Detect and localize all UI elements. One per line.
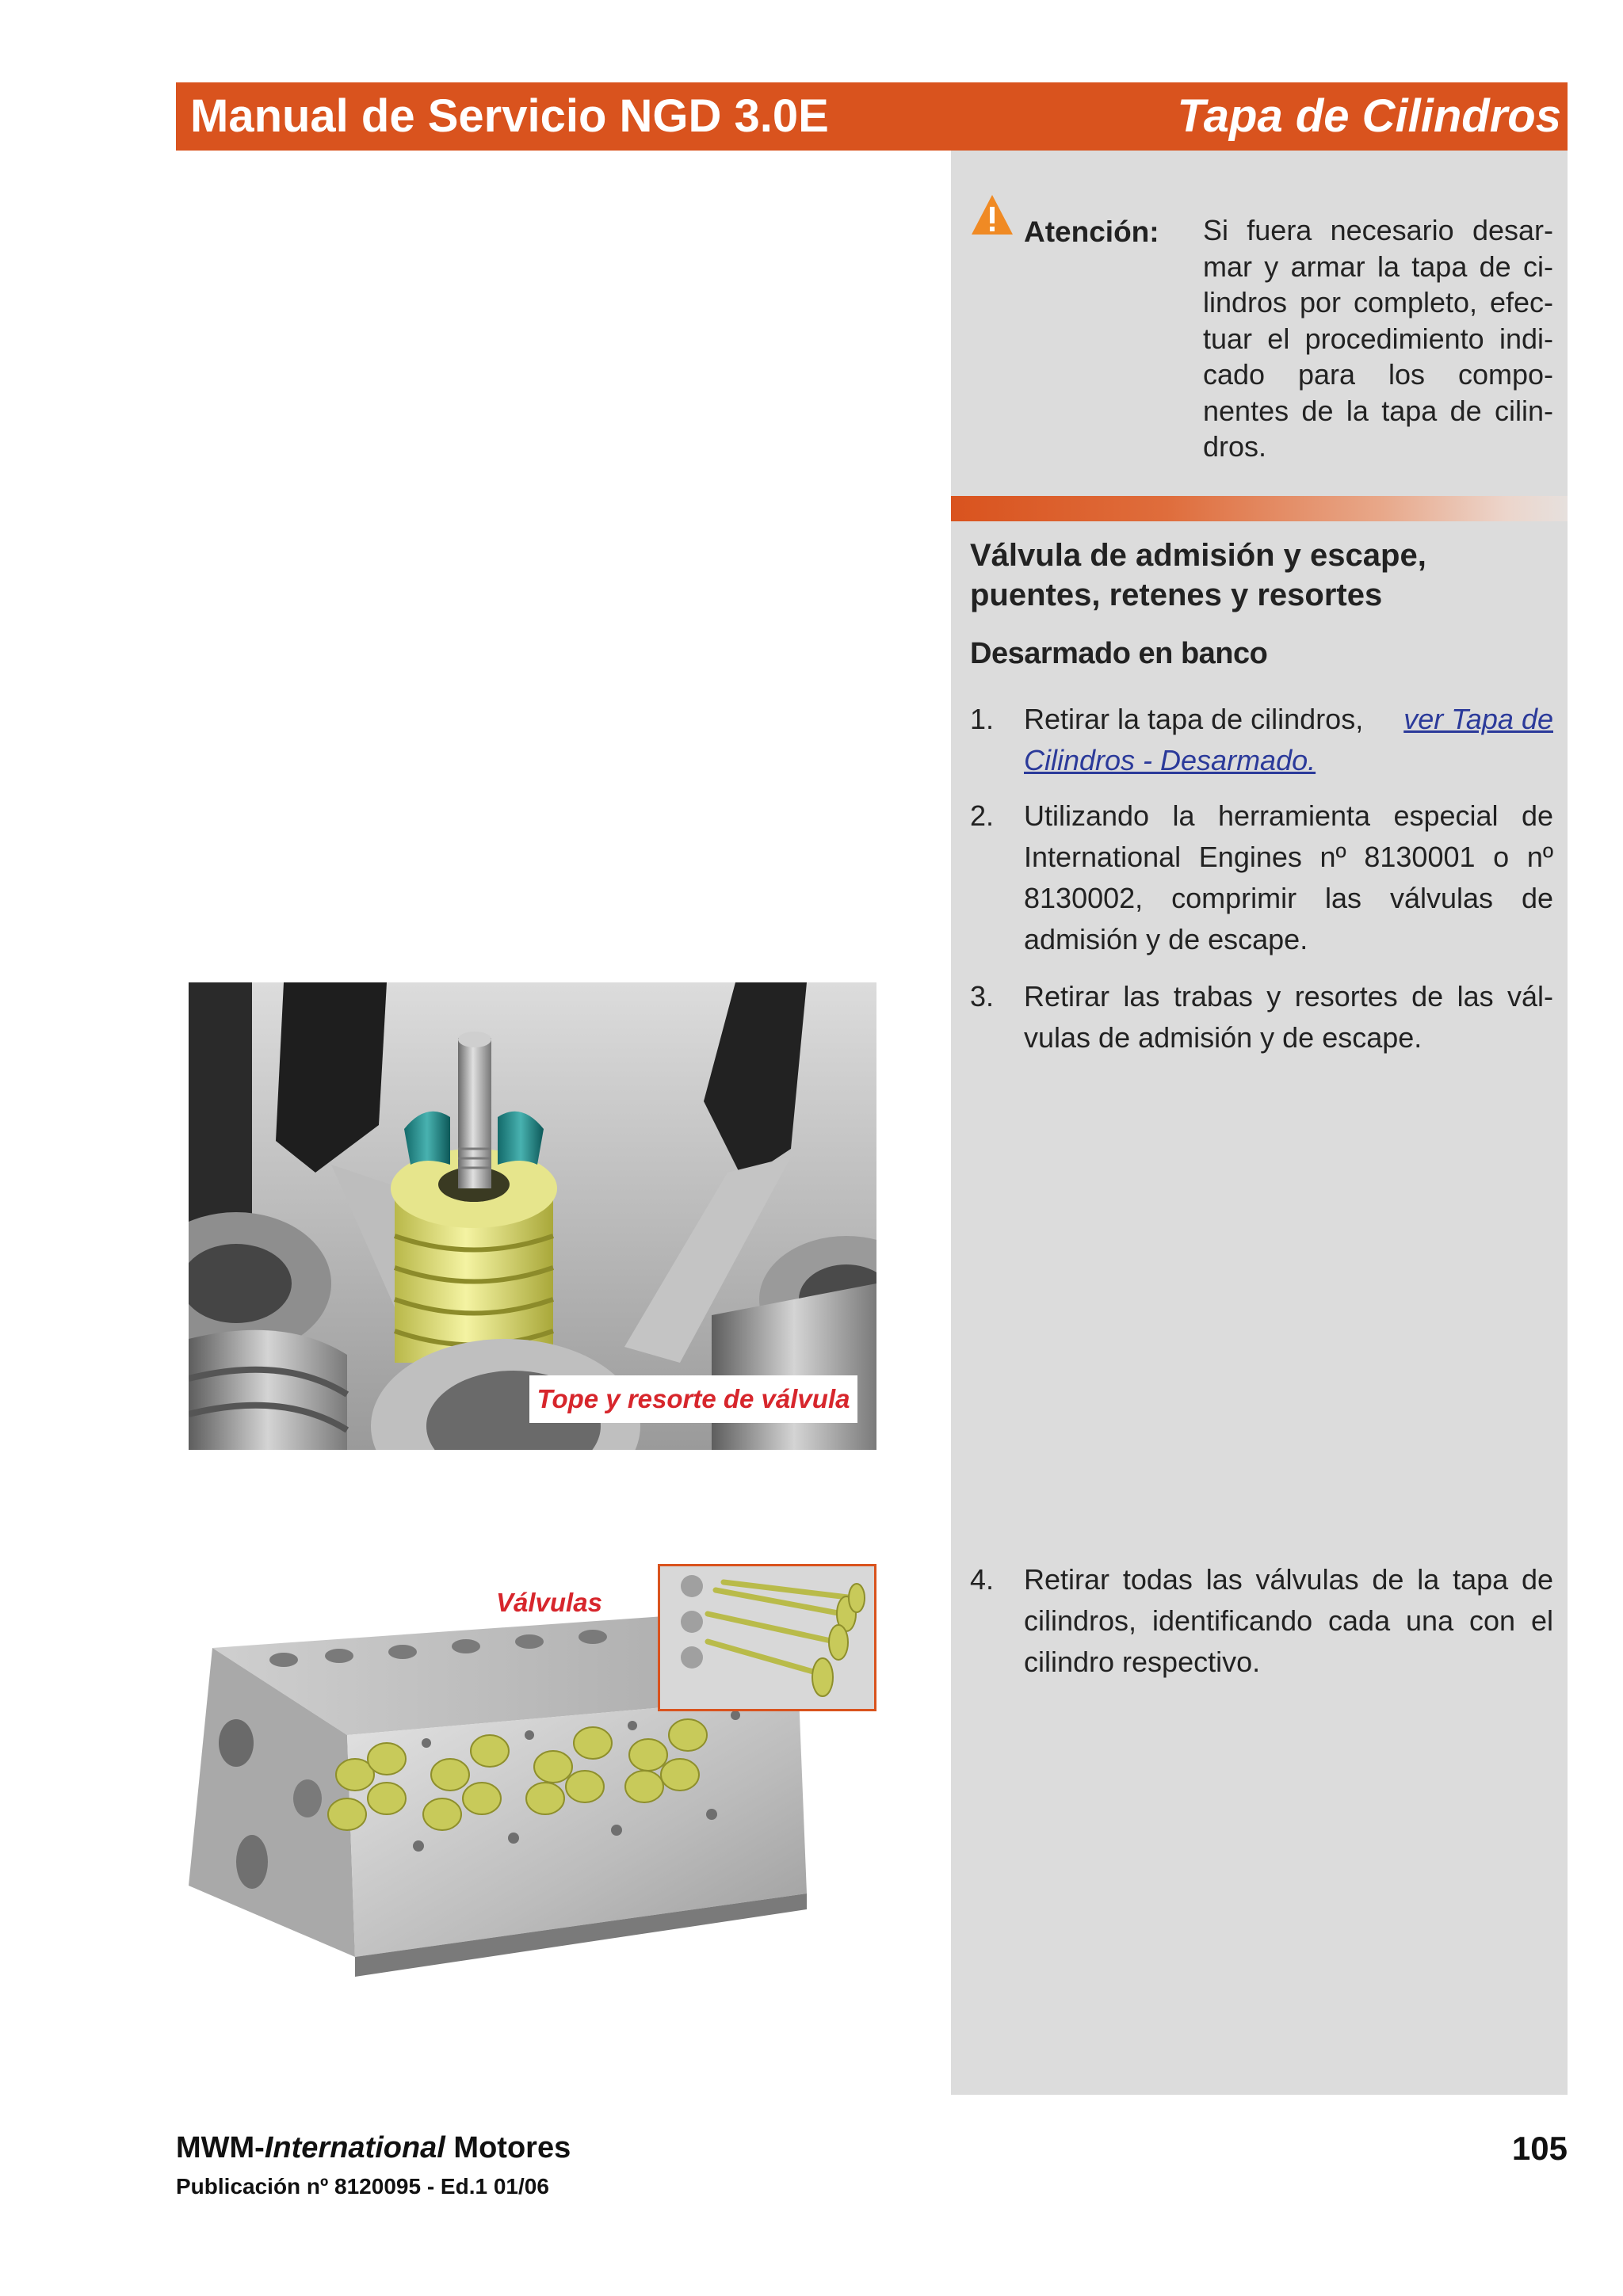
brand-prefix: MWM-	[176, 2131, 265, 2164]
cross-reference-link[interactable]: ver Tapa de	[1403, 703, 1553, 735]
section-heading	[970, 536, 1556, 615]
subsection-heading: Desarmado en banco	[970, 637, 1268, 670]
step-text: Retirar las trabas y resortes de las vál-	[1024, 980, 1553, 1013]
page-number: 105	[1511, 2130, 1568, 2167]
publication-number: Publicación nº 8120095 - Ed.1 01/06	[176, 2174, 549, 2199]
step-text: Utilizando la herramienta especial de	[1024, 799, 1553, 832]
step-text: cilindros, identificando cada una con el	[1024, 1604, 1553, 1637]
step-text: 8130002, comprimir las válvulas de	[1024, 882, 1553, 914]
page-header	[176, 82, 1568, 151]
footer-brand	[176, 2131, 571, 2165]
step-text: Retirar la tapa de cilindros,	[1024, 703, 1364, 735]
valves-detail-inset	[658, 1564, 876, 1711]
step-text: admisión y de escape.	[1024, 923, 1308, 955]
attention-line: lindros por completo, efec-	[1203, 286, 1553, 318]
attention-line: cado para los compo-	[1203, 358, 1553, 391]
step-text: International Engines nº 8130001 o nº	[1024, 841, 1553, 873]
section-heading-line: Válvula de admisión y escape,	[970, 538, 1426, 573]
attention-line: nentes de la tapa de cilin-	[1203, 394, 1553, 427]
attention-text	[1203, 212, 1553, 465]
figure-caption: Tope y resorte de válvula	[529, 1375, 857, 1423]
step-number: 4.	[970, 1563, 995, 1596]
step-number: 1.	[970, 703, 995, 735]
manual-title: Manual de Servicio NGD 3.0E	[190, 90, 829, 142]
section-heading-line: puentes, retenes y resortes	[970, 578, 1383, 612]
attention-line: Si fuera necesario desar-	[1203, 214, 1553, 246]
step-text: Retirar todas las válvulas de la tapa de	[1024, 1563, 1553, 1596]
brand-italic: International	[264, 2131, 445, 2164]
section-title: Tapa de Cilindros	[1177, 90, 1561, 142]
warning-icon	[970, 193, 1014, 238]
attention-label: Atención:	[1024, 215, 1159, 248]
brand-suffix: Motores	[445, 2131, 571, 2164]
section-divider	[951, 496, 1568, 521]
step-number: 2.	[970, 799, 995, 832]
step-text: cilindro respectivo.	[1024, 1646, 1261, 1678]
cross-reference-link[interactable]: Cilindros - Desarmado.	[1024, 744, 1316, 776]
attention-line: tuar el procedimiento indi-	[1203, 322, 1553, 355]
attention-line: mar y armar la tapa de ci-	[1203, 250, 1553, 283]
step-text: vulas de admisión y de escape.	[1024, 1021, 1423, 1054]
attention-line: dros.	[1203, 430, 1267, 463]
step-number: 3.	[970, 980, 995, 1013]
figure-caption: Válvulas	[496, 1588, 602, 1617]
